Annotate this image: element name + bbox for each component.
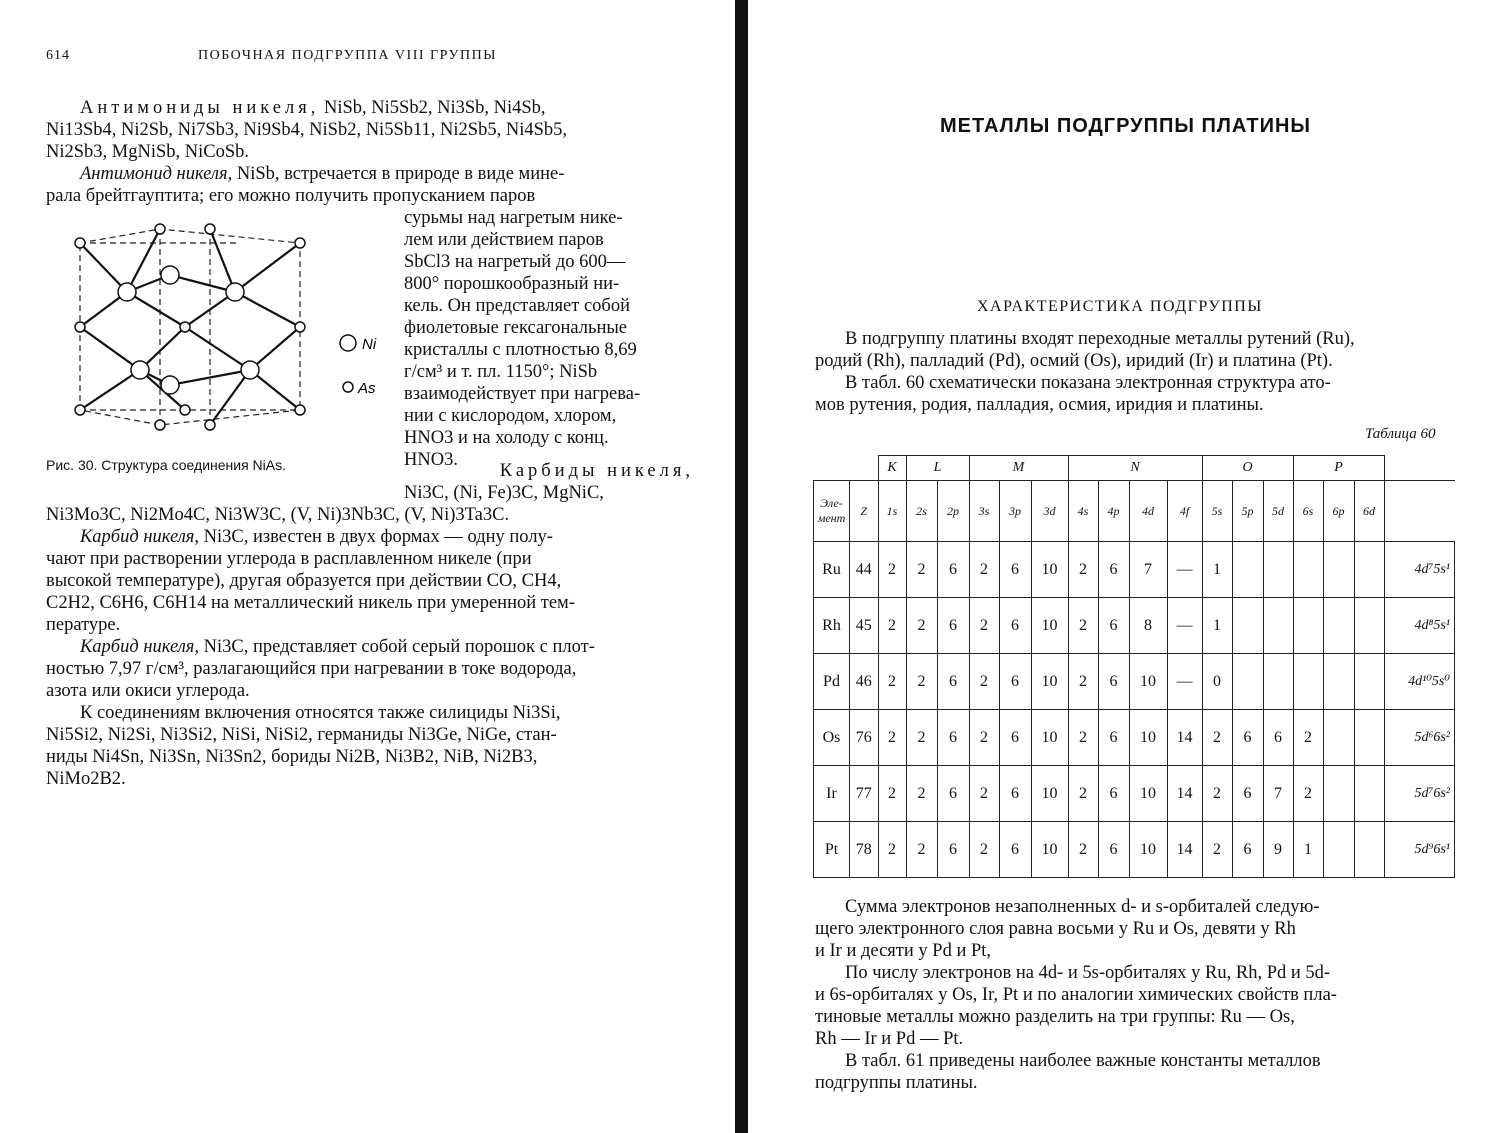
z-cell: 46 [850, 654, 879, 710]
electron-count-cell: 10 [1031, 598, 1068, 654]
carbides-head [438, 460, 694, 482]
electron-count-cell [1323, 654, 1354, 710]
electron-count-cell: 2 [906, 654, 937, 710]
config-header [1384, 481, 1455, 542]
table-row [814, 542, 1455, 598]
table-label: Таблица 60 [1365, 426, 1436, 442]
electron-count-cell: 2 [1068, 542, 1098, 598]
wrapped-line: лем или действием паров [404, 230, 604, 250]
electron-count-cell: 6 [999, 542, 1031, 598]
electron-count-cell: 1 [1202, 598, 1232, 654]
electron-count-cell: 2 [906, 710, 937, 766]
wrapped-line: SbCl3 на нагретый до 600— [404, 252, 626, 272]
electron-count-cell: 2 [878, 822, 906, 878]
electron-count-cell: 14 [1167, 766, 1202, 822]
formula-line: Ni13Sb4, Ni2Sb, Ni7Sb3, Ni9Sb4, NiSb2, Ni5Sb11, Ni2Sb5, Ni4Sb5, [46, 120, 567, 140]
electron-count-cell: 6 [1098, 766, 1129, 822]
electron-count-cell: 9 [1263, 822, 1293, 878]
subshell-header-row [814, 481, 1455, 542]
shell-header: K [878, 456, 906, 481]
text-line: В табл. 61 приведены наиболее важные константы металлов [845, 1051, 1321, 1071]
text-line: По числу электронов на 4d- и 5s-орбиталях у Ru, Rh, Pd и 5d- [845, 963, 1331, 983]
nias-structure-figure [60, 215, 390, 445]
running-head: ПОБОЧНАЯ ПОДГРУППА VIII ГРУППЫ [198, 48, 497, 63]
configuration-cell: 5d⁶6s² [1384, 710, 1455, 766]
italic-term: Карбид никеля, [80, 527, 199, 547]
electron-count-cell: 2 [1068, 654, 1098, 710]
electron-count-cell: 6 [1098, 542, 1129, 598]
wrapped-line: 800° порошкообразный ни- [404, 274, 620, 294]
shell-header: L [906, 456, 969, 481]
text-line: Ni3C, известен в двух формах — одну полу- [203, 527, 553, 547]
subshell-header: 4p [1098, 481, 1129, 542]
text-line: К соединениям включения относятся также силициды Ni3Si, [80, 703, 561, 723]
electron-count-cell: 2 [1068, 710, 1098, 766]
chapter-title: МЕТАЛЛЫ ПОДГРУППЫ ПЛАТИНЫ [940, 115, 1311, 137]
table-row [814, 766, 1455, 822]
electron-count-cell: 2 [1068, 598, 1098, 654]
electron-count-cell [1354, 598, 1384, 654]
subshell-header: 5p [1232, 481, 1263, 542]
electron-count-cell [1263, 654, 1293, 710]
text-line: тиновые металлы можно разделить на три группы: Ru — Os, [815, 1007, 1295, 1027]
electron-count-cell: 6 [1098, 598, 1129, 654]
ni-legend-icon [340, 335, 356, 351]
section-title: ХАРАКТЕРИСТИКА ПОДГРУППЫ [977, 298, 1263, 315]
text-line: ностью 7,97 г/см³, разлагающийся при нагревании в токе водорода, [46, 659, 577, 679]
electron-count-cell: 14 [1167, 822, 1202, 878]
electron-count-cell [1293, 654, 1323, 710]
text-line: Сумма электронов незаполненных d- и s-орбиталей следую- [845, 897, 1320, 917]
wrapped-text [404, 207, 694, 471]
electron-count-cell [1263, 598, 1293, 654]
electron-count-cell: 6 [1098, 654, 1129, 710]
spaced-heading: Антимониды никеля, [80, 98, 320, 118]
table-row [814, 710, 1455, 766]
legend-ni: Ni [362, 336, 377, 353]
electron-count-cell: 2 [878, 710, 906, 766]
subshell-header: 1s [878, 481, 906, 542]
electron-count-cell: 6 [999, 822, 1031, 878]
electron-count-cell: 10 [1031, 710, 1068, 766]
carbides-formulas [404, 482, 694, 504]
electron-count-cell: 6 [937, 598, 969, 654]
z-cell: 45 [850, 598, 879, 654]
electron-count-cell [1293, 542, 1323, 598]
formula-line: NiSb, Ni5Sb2, Ni3Sb, Ni4Sb, [324, 98, 546, 118]
antimonides-paragraph [46, 97, 694, 163]
text-line: щего электронного слоя равна восьми у Ru и Os, девяти у Rh [815, 919, 1296, 939]
text-line: рала брейтгауптита; его можно получить пропусканием паров [46, 186, 536, 206]
electron-count-cell: 6 [1232, 766, 1263, 822]
subshell-header: 6s [1293, 481, 1323, 542]
text-line: Ni3C, представляет собой серый порошок с плот- [203, 637, 595, 657]
electron-count-cell: 2 [1293, 710, 1323, 766]
electron-count-cell: 1 [1293, 822, 1323, 878]
text-line: Ni5Si2, Ni2Si, Ni3Si2, NiSi, NiSi2, германиды Ni3Ge, NiGe, стан- [46, 725, 557, 745]
electron-count-cell: 10 [1031, 542, 1068, 598]
electron-count-cell: 2 [1068, 766, 1098, 822]
electron-count-cell [1354, 822, 1384, 878]
text-line: NiSb, встречается в природе в виде мине- [236, 164, 565, 184]
electron-count-cell: 2 [906, 598, 937, 654]
nisb-paragraph [46, 163, 694, 207]
wrapped-line: кристаллы с плотностью 8,69 [404, 340, 637, 360]
wrapped-line: взаимодействует при нагрева- [404, 384, 641, 404]
groups-paragraph [815, 962, 1460, 1050]
page-number: 614 [46, 48, 70, 63]
electron-count-cell: 2 [969, 654, 999, 710]
wrapped-line: сурьмы над нагретым нике- [404, 208, 623, 228]
electron-count-cell: 6 [999, 710, 1031, 766]
shell-header-row [814, 456, 1455, 481]
book-spine [735, 0, 748, 1133]
electron-count-cell: 10 [1129, 766, 1167, 822]
shell-header: P [1293, 456, 1384, 481]
electron-count-cell: 8 [1129, 598, 1167, 654]
electron-count-cell: 6 [1232, 822, 1263, 878]
element-cell: Ir [814, 766, 850, 822]
electron-count-cell [1323, 598, 1354, 654]
electron-count-cell: 6 [1098, 822, 1129, 878]
z-cell: 78 [850, 822, 879, 878]
subshell-header: 3d [1031, 481, 1068, 542]
subshell-header: 2s [906, 481, 937, 542]
configuration-cell: 5d⁷6s² [1384, 766, 1455, 822]
text-line: ниды Ni4Sn, Ni3Sn, Ni3Sn2, бориды Ni2B, Ni3B2, NiB, Ni2B3, [46, 747, 538, 767]
config-header-spacer [1384, 456, 1455, 481]
wrapped-line: нии с кислородом, хлором, [404, 406, 617, 426]
subshell-header: 2p [937, 481, 969, 542]
electron-count-cell: 6 [937, 822, 969, 878]
subshell-header: 3p [999, 481, 1031, 542]
electron-count-cell [1354, 654, 1384, 710]
electron-count-cell: 6 [999, 654, 1031, 710]
text-line: NiMo2B2. [46, 769, 126, 789]
electron-count-cell: 6 [937, 710, 969, 766]
electron-count-cell [1263, 542, 1293, 598]
subshell-header: 6d [1354, 481, 1384, 542]
electron-count-cell [1323, 710, 1354, 766]
text-line: Rh — Ir и Pd — Pt. [815, 1029, 964, 1049]
electron-count-cell: 6 [999, 766, 1031, 822]
figure-caption: Рис. 30. Структура соединения NiAs. [46, 457, 286, 473]
electron-count-cell: 2 [969, 598, 999, 654]
electron-count-cell: 10 [1129, 654, 1167, 710]
left-page [0, 0, 735, 1133]
wrapped-line: HNO3. [404, 450, 458, 470]
text-line: и 6s-орбиталях у Os, Ir, Pt и по аналогии химических свойств пла- [815, 985, 1337, 1005]
electron-count-cell: 2 [1202, 710, 1232, 766]
element-cell: Ru [814, 542, 850, 598]
carbide-paragraph-1 [46, 526, 694, 636]
electron-count-cell: 10 [1031, 822, 1068, 878]
carbide-paragraph-2 [46, 636, 694, 702]
electron-count-cell [1323, 542, 1354, 598]
electron-count-cell: 6 [1263, 710, 1293, 766]
electron-count-cell: 2 [1068, 822, 1098, 878]
text-line: В подгруппу платины входят переходные металлы рутений (Ru), [845, 329, 1355, 349]
text-line: подгруппы платины. [815, 1073, 978, 1093]
electron-count-cell: 2 [1202, 822, 1232, 878]
table-row [814, 654, 1455, 710]
subshell-header: 5s [1202, 481, 1232, 542]
carbides-formulas-2 [46, 504, 694, 526]
electron-count-cell [1232, 542, 1263, 598]
electron-count-cell: 2 [906, 766, 937, 822]
electron-count-cell [1232, 654, 1263, 710]
electron-count-cell: — [1167, 542, 1202, 598]
formula-line: Ni3Mo3C, Ni2Mo4C, Ni3W3C, (V, Ni)3Nb3C, (V, Ni)3Ta3C. [46, 505, 510, 525]
electron-count-cell: 6 [999, 598, 1031, 654]
electron-count-cell: — [1167, 598, 1202, 654]
spaced-heading: Карбиды никеля, [499, 461, 694, 481]
subshell-header: 4s [1068, 481, 1098, 542]
electron-count-cell [1354, 542, 1384, 598]
element-col-header: Эле-мент [814, 481, 850, 542]
formula-line: Ni3C, (Ni, Fe)3C, MgNiC, [404, 483, 604, 503]
electron-count-cell: 6 [937, 766, 969, 822]
wrapped-line: фиолетовые гексагональные [404, 318, 628, 338]
formula-line: Ni2Sb3, MgNiSb, NiCoSb. [46, 142, 250, 162]
electron-count-cell: 2 [969, 766, 999, 822]
electron-count-cell: 14 [1167, 710, 1202, 766]
electron-count-cell: 6 [937, 542, 969, 598]
electron-count-cell [1323, 822, 1354, 878]
wrapped-line: HNO3 и на холоду с конц. [404, 428, 609, 448]
intro-paragraph [815, 328, 1460, 416]
text-line: пературе. [46, 615, 121, 635]
electron-count-cell: 2 [969, 822, 999, 878]
table-body [814, 542, 1455, 878]
wrapped-line: г/см³ и т. пл. 1150°; NiSb [404, 362, 598, 382]
element-cell: Os [814, 710, 850, 766]
wrapped-line: кель. Он представляет собой [404, 296, 630, 316]
shell-header: O [1202, 456, 1293, 481]
electron-count-cell [1354, 710, 1384, 766]
subshell-header: 4f [1167, 481, 1202, 542]
text-line: мов рутения, родия, палладия, осмия, иридия и платины. [815, 395, 1264, 415]
configuration-cell: 4d⁸5s¹ [1384, 598, 1455, 654]
text-line: C2H2, C6H6, C6H14 на металлический никель при умеренной тем- [46, 593, 575, 613]
shell-header: N [1068, 456, 1202, 481]
subshell-header: 4d [1129, 481, 1167, 542]
electron-count-cell [1323, 766, 1354, 822]
electron-count-cell: 7 [1129, 542, 1167, 598]
element-cell: Pd [814, 654, 850, 710]
right-page [760, 0, 1508, 1133]
text-line: азота или окиси углерода. [46, 681, 250, 701]
electron-count-cell: 2 [878, 598, 906, 654]
electron-count-cell: 7 [1263, 766, 1293, 822]
italic-term: Антимонид никеля, [80, 164, 233, 184]
sum-paragraph [815, 896, 1460, 962]
z-cell: 76 [850, 710, 879, 766]
electron-count-cell: 2 [878, 654, 906, 710]
table-row [814, 598, 1455, 654]
inclusion-paragraph [46, 702, 694, 790]
text-line: высокой температуре), другая образуется при действии CO, CH4, [46, 571, 562, 591]
text-line: чают при растворении углерода в расплавленном никеле (при [46, 549, 532, 569]
electron-count-cell: 10 [1129, 710, 1167, 766]
electron-count-cell: 6 [1098, 710, 1129, 766]
electron-count-cell: 2 [1293, 766, 1323, 822]
shell-header: M [969, 456, 1068, 481]
element-cell: Pt [814, 822, 850, 878]
text-line: В табл. 60 схематически показана электронная структура ато- [845, 373, 1331, 393]
electron-count-cell: 6 [1232, 710, 1263, 766]
electron-count-cell: 2 [969, 710, 999, 766]
configuration-cell: 5d⁹6s¹ [1384, 822, 1455, 878]
subshell-header: 6p [1323, 481, 1354, 542]
text-line: и Ir и десяти у Pd и Pt, [815, 941, 992, 961]
configuration-cell: 4d¹⁰5s⁰ [1384, 654, 1455, 710]
electron-count-cell: — [1167, 654, 1202, 710]
z-col-header: Z [850, 481, 879, 542]
subshell-header: 3s [969, 481, 999, 542]
electron-count-cell [1293, 598, 1323, 654]
electron-count-cell: 10 [1031, 766, 1068, 822]
configuration-cell: 4d⁷5s¹ [1384, 542, 1455, 598]
electron-count-cell: 2 [878, 766, 906, 822]
constants-paragraph [815, 1050, 1460, 1094]
table-row [814, 822, 1455, 878]
electron-count-cell [1354, 766, 1384, 822]
z-cell: 44 [850, 542, 879, 598]
electron-count-cell: 2 [906, 542, 937, 598]
text-line: родий (Rh), палладий (Pd), осмий (Os), иридий (Ir) и платина (Pt). [815, 351, 1333, 371]
electron-count-cell: 10 [1129, 822, 1167, 878]
electron-count-cell [1232, 598, 1263, 654]
italic-term: Карбид никеля, [80, 637, 199, 657]
subshell-header: 5d [1263, 481, 1293, 542]
legend-as: As [358, 380, 376, 397]
as-legend-icon [343, 382, 353, 392]
electron-count-cell: 6 [937, 654, 969, 710]
electron-count-cell: 1 [1202, 542, 1232, 598]
z-cell: 77 [850, 766, 879, 822]
electron-count-cell: 2 [969, 542, 999, 598]
electron-structure-table [813, 455, 1455, 878]
electron-count-cell: 2 [1202, 766, 1232, 822]
electron-count-cell: 10 [1031, 654, 1068, 710]
element-cell: Rh [814, 598, 850, 654]
electron-count-cell: 0 [1202, 654, 1232, 710]
electron-count-cell: 2 [906, 822, 937, 878]
electron-count-cell: 2 [878, 542, 906, 598]
